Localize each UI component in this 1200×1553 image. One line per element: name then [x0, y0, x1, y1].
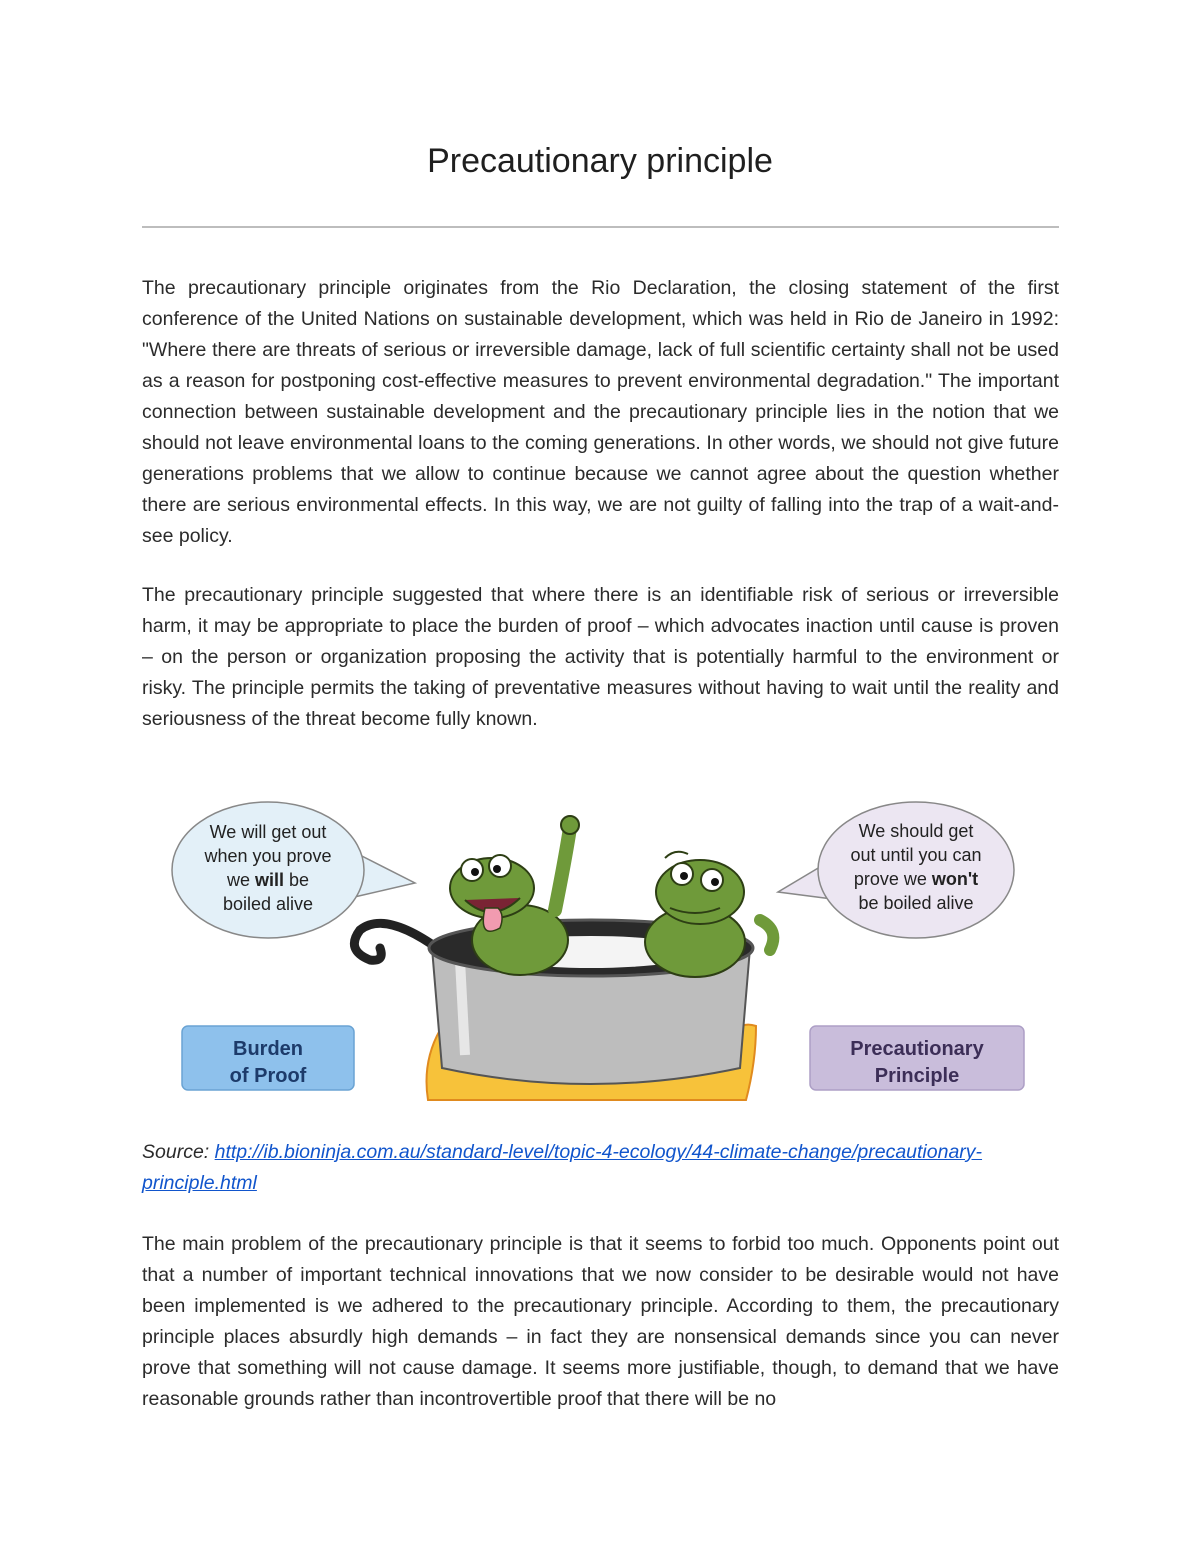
source-link[interactable]: http://ib.bioninja.com.au/standard-level/topic-4-ecology/44-climate-change/precautionary-principle.html [142, 1141, 983, 1194]
right-label-line1: Precautionary [850, 1038, 984, 1060]
left-bubble-line1: We will get out [209, 822, 327, 842]
right-bubble-line1: We should get [858, 821, 974, 841]
pot-handle [354, 923, 440, 960]
document-title: Precautionary principle [427, 142, 773, 180]
right-speech-bubble [778, 802, 1014, 938]
right-bubble-line4: be boiled alive [858, 893, 974, 913]
figure-illustration [160, 800, 1040, 1120]
right-bubble-line2: out until you can [850, 845, 982, 865]
paragraph-burden-of-proof: The precautionary principle suggested that where there is an identifiable risk of serious or irreversible harm, it may be appropriate to place the burden of proof – which advocates inaction until cause is proven – on the person or organization proposing the activity that is potentially harmful to the environment or risky. The principle permits the taking of preventative measures without having to wait until the reality and seriousness of the threat become fully known. [142, 584, 1059, 730]
source-label: Source: [142, 1141, 215, 1163]
paragraph-rio-declaration: The precautionary principle originates from the Rio Declaration, the closing statement of the first conference of the United Nations on sustainable development, which was held in Rio de Janeiro in 1992: "Where there are threats of serious or irreversible damage, lack of full scientific certainty shall not be used as a reason for postponing cost-effective measures to prevent environmental degradation." The important connection between sustainable development and the precautionary principle lies in the notion that we should not leave environmental loans to the coming generations. In other words, we should not give future generations problems that we allow to continue because we cannot agree about the question whether there are serious environmental effects. In this way, we are not guilty of falling into the trap of a wait-and-see policy. [142, 277, 1059, 547]
right-label-line2: Principle [874, 1065, 960, 1087]
burden-of-proof-label [182, 1026, 354, 1090]
left-bubble-line3: we will be [226, 870, 310, 890]
paragraph-main-problem: The main problem of the precautionary principle is that it seems to forbid too much. Opponents point out that a number of important technical innovations that we now consider to be desirable would not have been implemented is we adhered to the precautionary principle. According to them, the precautionary principle places absurdly high demands – in fact they are nonsensical demands since you can never prove that something will not cause damage. It seems more justifiable, though, to demand that we have reasonable grounds rather than incontrovertible proof that there will be no [142, 1233, 1059, 1410]
left-label-line2: of Proof [229, 1065, 307, 1087]
left-bubble-line2: when you prove [204, 846, 332, 866]
left-bubble-line4: boiled alive [222, 894, 314, 914]
figure-source [142, 1137, 1059, 1199]
frogs-in-pot-figure [160, 800, 1040, 1120]
precautionary-principle-label [810, 1026, 1024, 1090]
right-frog [645, 852, 773, 977]
right-bubble-line3: prove we won't [853, 869, 979, 889]
left-label-line1: Burden [233, 1038, 303, 1060]
left-speech-bubble [172, 802, 415, 938]
title-divider [142, 226, 1059, 228]
